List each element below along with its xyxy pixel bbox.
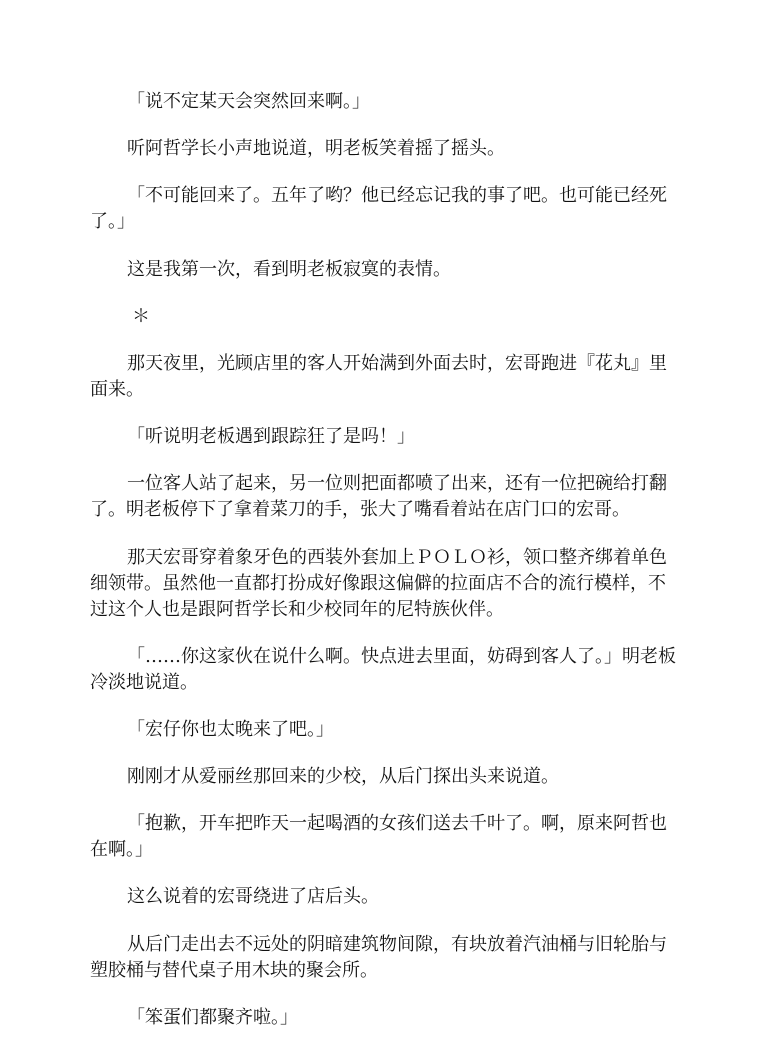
paragraph: 「说不定某天会突然回来啊。」: [127, 91, 370, 112]
paragraph: 从后门走出去不远处的阴暗建筑物间隙，有块放着汽油桶与旧轮胎与塑胶桶与替代桌子用木块的聚会所。: [90, 933, 667, 981]
body-text: [90, 89, 678, 1052]
paragraph: 听阿哲学长小声地说道，明老板笑着摇了摇头。: [127, 138, 505, 160]
scene-break: ＊: [132, 305, 150, 327]
paragraph: 这是我第一次，看到明老板寂寞的表情。: [127, 258, 451, 280]
paragraph: 「笨蛋们都聚齐啦。」: [127, 1006, 298, 1028]
paragraph: 「……你这家伙在说什么啊。快点进去里面，妨碍到客人了。」明老板冷淡地说道。: [90, 645, 676, 693]
paragraph: 这么说着的宏哥绕进了店后头。: [127, 886, 379, 908]
paragraph: 一位客人站了起来，另一位则把面都喷了出来，还有一位把碗给打翻了。明老板停下了拿着菜刀的手，张大了嘴看着站在店门口的宏哥。: [90, 473, 667, 521]
paragraph: 刚刚才从爱丽丝那回来的少校，从后门探出头来说道。: [127, 766, 559, 788]
paragraph: 「听说明老板遇到跟踪狂了是吗！」: [127, 426, 415, 448]
paragraph: 那天宏哥穿着象牙色的西装外套加上ＰＯＬＯ衫，领口整齐绑着单色细领带。虽然他一直都打扮成好像跟这偏僻的拉面店不合的流行模样，不过这个人也是跟阿哲学长和少校同年的尼特族伙伴。: [90, 546, 667, 620]
paragraph: 那天夜里，光顾店里的客人开始满到外面去时，宏哥跑进『花丸』里面来。: [90, 352, 667, 400]
paragraph: 「宏仔你也太晚来了吧。」: [127, 718, 334, 740]
paragraph: 「不可能回来了。五年了哟？他已经忘记我的事了吧。也可能已经死了。」: [90, 185, 667, 233]
paragraph: 「抱歉，开车把昨天一起喝酒的女孩们送去千叶了。啊，原来阿哲也在啊。」: [90, 813, 667, 861]
